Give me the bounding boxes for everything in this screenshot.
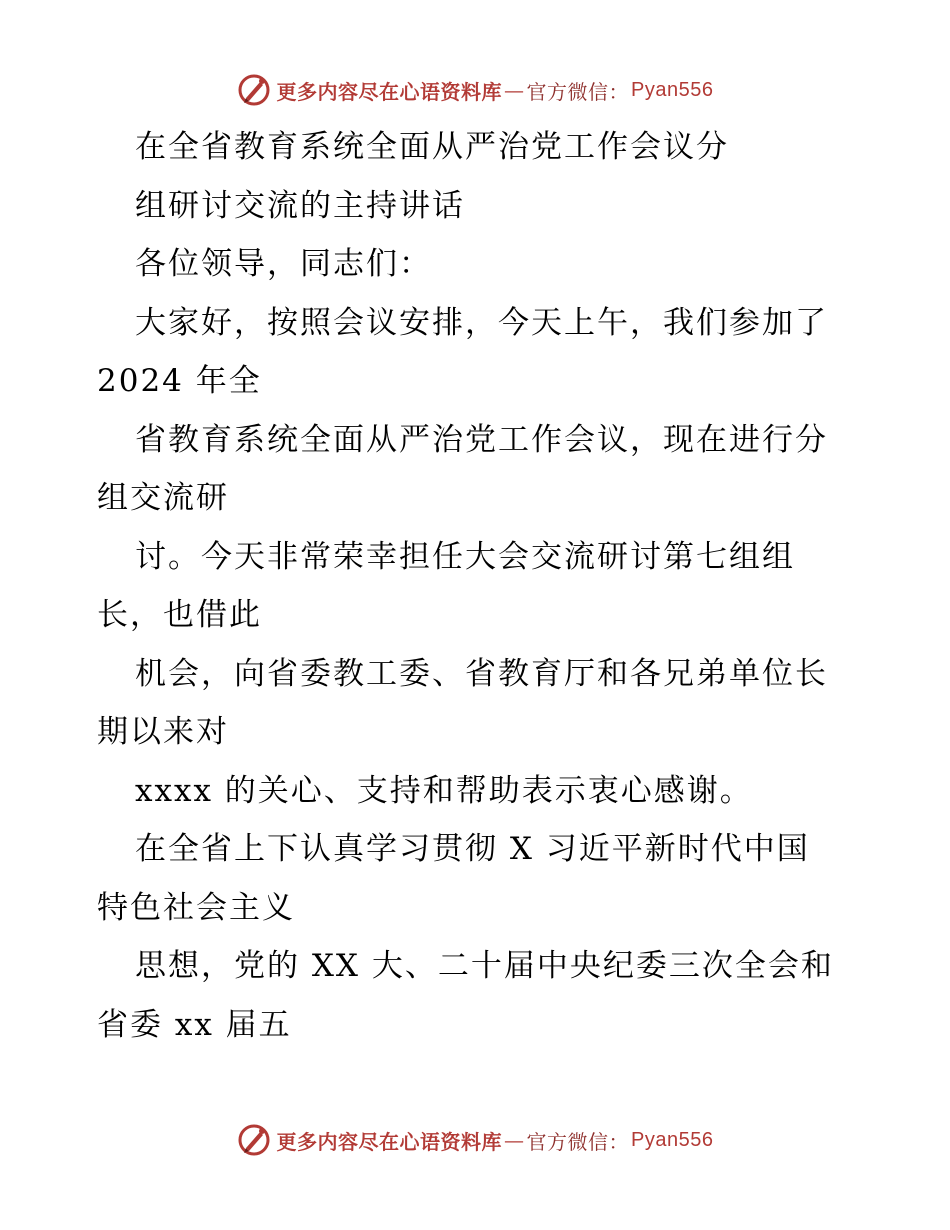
paragraph-line: 特色社会主义: [97, 889, 295, 926]
banner-brand: 更多内容尽在心语资料库: [276, 79, 503, 104]
pen-logo-icon: [237, 73, 271, 107]
banner-separator: —: [504, 78, 525, 102]
salutation: 各位领导，同志们：: [135, 246, 432, 282]
paragraph-line: 思想，党的 XX 大、二十届中央纪委三次全会和: [135, 948, 834, 984]
document-body: [97, 118, 877, 1054]
paragraph-line: 2024 年全: [97, 363, 262, 399]
paragraph-line: 在全省上下认真学习贯彻 X 习近平新时代中国: [135, 831, 810, 867]
banner-official-label: 官方微信：: [526, 79, 630, 104]
paragraph-line: 讨。今天非常荣幸担任大会交流研讨第七组组: [135, 538, 795, 575]
pen-logo-icon: [237, 1123, 271, 1157]
banner-separator: —: [504, 1128, 525, 1152]
title-line-2: 组研讨交流的主持讲话: [135, 187, 465, 224]
title-line-1: 在全省教育系统全面从严治党工作会议分: [135, 129, 729, 165]
banner-wechat-id: Pyan556: [631, 1128, 714, 1151]
banner-wechat-id: Pyan556: [631, 78, 714, 101]
header-banner: [0, 70, 950, 110]
paragraph-line: 大家好，按照会议安排，今天上午，我们参加了: [135, 304, 828, 341]
paragraph-line: 组交流研: [97, 480, 229, 516]
paragraph-line: 长，也借此: [97, 597, 262, 633]
banner-official-label: 官方微信：: [526, 1129, 630, 1154]
paragraph-line: 省委 xx 届五: [97, 1006, 292, 1043]
footer-banner: [0, 1120, 950, 1160]
paragraph-line: 省教育系统全面从严治党工作会议，现在进行分: [135, 421, 828, 458]
paragraph-line: xxxx 的关心、支持和帮助表示衷心感谢。: [135, 772, 753, 809]
banner-brand: 更多内容尽在心语资料库: [276, 1129, 503, 1154]
paragraph-line: 期以来对: [97, 714, 229, 750]
paragraph-line: 机会，向省委教工委、省教育厅和各兄弟单位长: [135, 655, 828, 692]
